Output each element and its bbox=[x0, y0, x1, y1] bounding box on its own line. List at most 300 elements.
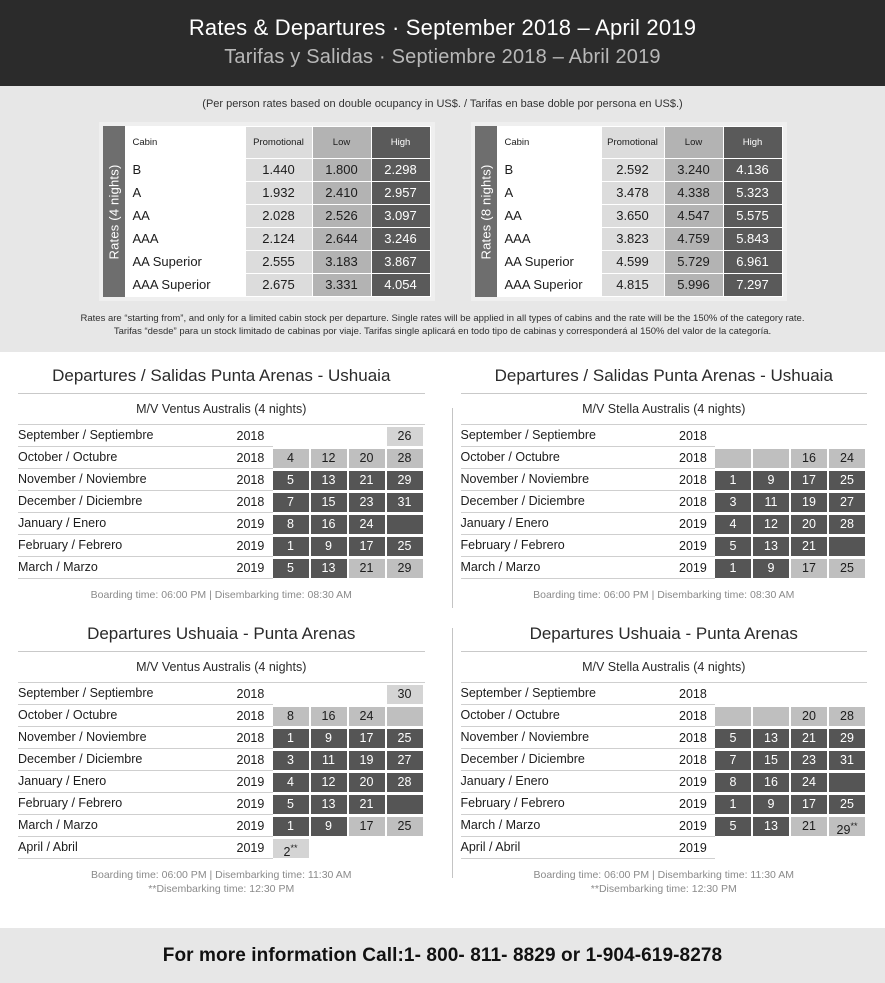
departure-date-cell[interactable] bbox=[715, 493, 751, 512]
departure-date-group bbox=[273, 795, 425, 814]
month-label: November / Noviembre bbox=[461, 469, 680, 491]
departure-date-value: 17 bbox=[359, 538, 374, 553]
year-label: 2018 bbox=[237, 705, 273, 727]
departure-date-group bbox=[715, 537, 867, 556]
departure-date-cell[interactable] bbox=[311, 707, 347, 726]
departure-date-value: 13 bbox=[764, 818, 778, 833]
departure-date-value: 4 bbox=[287, 450, 294, 465]
ship-name: M/V Stella Australis (4 nights) bbox=[582, 660, 746, 674]
departure-dates-cell bbox=[273, 491, 425, 513]
departure-date-value: 16 bbox=[802, 450, 816, 465]
rate-low: 3.331 bbox=[312, 274, 371, 297]
rates-col-promotional: Promotional bbox=[601, 127, 664, 159]
departure-date-cell[interactable] bbox=[273, 493, 309, 512]
departure-dates-cell bbox=[273, 771, 425, 793]
departure-date-group bbox=[715, 559, 867, 578]
table-row bbox=[497, 159, 782, 182]
departure-date-value: 17 bbox=[359, 730, 374, 745]
rates-4-nights-side-label-text: Rates (4 nights) bbox=[106, 164, 121, 259]
rates-occupancy-note: (Per person rates based on double ocupancy in US$. / Tarifas en base doble por persona en US$.) bbox=[202, 98, 683, 110]
departure-date-value: 1 bbox=[287, 818, 294, 833]
departures-schedule-table bbox=[18, 682, 425, 859]
rate-low: 4.759 bbox=[664, 228, 723, 251]
departures-footnote bbox=[18, 579, 425, 602]
departure-date-cell[interactable] bbox=[311, 751, 347, 770]
year-label: 2019 bbox=[237, 837, 273, 859]
rates-col-high: High bbox=[371, 127, 430, 159]
departures-title: Departures / Salidas Punta Arenas - Ushuaia bbox=[494, 366, 833, 385]
page-title: Rates & Departures · September 2018 – April 2019 bbox=[188, 15, 697, 40]
departure-date-cell[interactable] bbox=[311, 515, 347, 534]
departure-date-cell[interactable] bbox=[829, 795, 865, 814]
rate-promotional: 2.028 bbox=[245, 205, 312, 228]
month-label: March / Marzo bbox=[18, 557, 237, 579]
departure-date-cell[interactable] bbox=[311, 493, 347, 512]
departure-date-cell[interactable] bbox=[311, 817, 347, 836]
departure-date-cell[interactable] bbox=[829, 707, 865, 726]
cabin-name: B bbox=[125, 159, 245, 182]
departure-date-group bbox=[715, 707, 867, 726]
departure-date-cell[interactable] bbox=[311, 729, 347, 748]
departure-date-value: 7 bbox=[287, 494, 294, 509]
month-label: February / Febrero bbox=[18, 535, 237, 557]
cabin-name: AAA bbox=[125, 228, 245, 251]
rate-promotional: 1.932 bbox=[245, 182, 312, 205]
departure-date-cell[interactable] bbox=[753, 515, 789, 534]
departure-date-value: 17 bbox=[802, 796, 816, 811]
departure-date-value: 26 bbox=[397, 428, 412, 443]
departure-date-cell[interactable] bbox=[791, 751, 827, 770]
column-divider-bottom bbox=[452, 628, 453, 878]
departure-date-value: 9 bbox=[325, 730, 332, 745]
departure-date-group bbox=[715, 427, 867, 446]
departure-date-cell[interactable] bbox=[829, 515, 865, 534]
departure-date-cell[interactable] bbox=[753, 729, 789, 748]
departure-date-cell[interactable] bbox=[753, 817, 789, 836]
departure-date-value: 21 bbox=[359, 796, 374, 811]
departure-dates-cell bbox=[715, 683, 867, 705]
departure-date-cell-empty bbox=[387, 795, 423, 814]
month-label: October / Octubre bbox=[461, 447, 680, 469]
departure-date-cell[interactable] bbox=[311, 471, 347, 490]
departure-date-cell[interactable] bbox=[387, 559, 423, 578]
departure-date-value: 23 bbox=[359, 494, 374, 509]
departure-date-cell[interactable] bbox=[715, 559, 751, 578]
departure-date-value: 19 bbox=[359, 752, 374, 767]
departure-date-cell[interactable] bbox=[387, 537, 423, 556]
departure-date-value: 12 bbox=[764, 516, 778, 531]
departure-date-value: 21 bbox=[359, 472, 374, 487]
rates-disclaimer-en: Rates are “starting from”, and only for a limited cabin stock per departure. Single rates will be applied in all types of cabins and the rate will be the 150% of the category rate. bbox=[80, 313, 805, 324]
year-label: 2019 bbox=[237, 793, 273, 815]
departure-date-cell[interactable] bbox=[753, 773, 789, 792]
year-label: 2018 bbox=[237, 469, 273, 491]
departure-date-cell[interactable] bbox=[829, 559, 865, 578]
departure-date-cell-empty bbox=[311, 685, 347, 704]
month-label: December / Diciembre bbox=[461, 749, 680, 771]
departure-date-cell[interactable] bbox=[273, 729, 309, 748]
departure-dates-cell bbox=[715, 513, 867, 535]
departure-date-cell[interactable] bbox=[311, 773, 347, 792]
departure-date-value: 24 bbox=[359, 516, 374, 531]
table-row bbox=[18, 557, 425, 579]
month-label: November / Noviembre bbox=[461, 727, 680, 749]
month-label: September / Septiembre bbox=[461, 425, 680, 447]
departures-schedule-body bbox=[18, 682, 425, 859]
table-header-row bbox=[125, 127, 430, 159]
departure-date-cell-empty bbox=[829, 427, 865, 446]
departure-date-group bbox=[715, 751, 867, 770]
departure-date-cell[interactable] bbox=[273, 537, 309, 556]
boarding-disembarking-note: Boarding time: 06:00 PM | Disembarking time: 08:30 AM bbox=[90, 589, 352, 601]
departure-date-cell[interactable] bbox=[273, 817, 309, 836]
departure-date-group bbox=[715, 795, 867, 814]
cabin-name: B bbox=[497, 159, 601, 182]
table-row bbox=[461, 469, 868, 491]
departure-date-cell[interactable] bbox=[273, 839, 309, 858]
departure-date-value: 20 bbox=[359, 774, 374, 789]
departure-date-value: 28 bbox=[397, 774, 412, 789]
departure-date-value: 1 bbox=[287, 730, 294, 745]
departure-date-cell-empty bbox=[791, 685, 827, 704]
departure-date-cell[interactable] bbox=[791, 729, 827, 748]
rates-8-nights-side-label bbox=[475, 126, 497, 297]
year-label: 2019 bbox=[237, 557, 273, 579]
table-row bbox=[18, 727, 425, 749]
table-row bbox=[461, 815, 868, 837]
table-row bbox=[461, 683, 868, 705]
departure-date-cell[interactable] bbox=[349, 537, 385, 556]
departure-date-cell[interactable] bbox=[829, 493, 865, 512]
departure-date-cell[interactable] bbox=[791, 795, 827, 814]
table-row bbox=[461, 425, 868, 447]
month-label: January / Enero bbox=[18, 513, 237, 535]
year-label: 2019 bbox=[679, 535, 715, 557]
departure-date-value: 5 bbox=[729, 538, 737, 553]
month-label: March / Marzo bbox=[18, 815, 237, 837]
departure-date-cell[interactable] bbox=[349, 449, 385, 468]
departure-date-cell-empty bbox=[753, 427, 789, 446]
departure-date-cell[interactable] bbox=[715, 773, 751, 792]
table-row bbox=[125, 205, 430, 228]
alternate-disembarking-note: **Disembarking time: 12:30 PM bbox=[148, 883, 295, 895]
table-row bbox=[18, 749, 425, 771]
departures-panel-punta-arenas-ushuaia-ventus bbox=[0, 360, 443, 602]
departure-date-cell[interactable] bbox=[829, 729, 865, 748]
departure-date-cell[interactable] bbox=[349, 817, 385, 836]
rate-high: 5.323 bbox=[723, 182, 782, 205]
rates-col-low: Low bbox=[312, 127, 371, 159]
table-row bbox=[461, 557, 868, 579]
departure-dates-cell bbox=[715, 557, 867, 579]
departure-date-value: 19 bbox=[802, 494, 816, 509]
departure-date-value: 16 bbox=[321, 708, 336, 723]
departure-date-cell-empty bbox=[387, 839, 423, 858]
departure-date-value: 20 bbox=[802, 708, 816, 723]
departure-date-cell[interactable] bbox=[715, 537, 751, 556]
rates-section bbox=[0, 86, 885, 352]
table-row bbox=[125, 228, 430, 251]
ship-name: M/V Ventus Australis (4 nights) bbox=[136, 402, 307, 416]
departure-dates-cell bbox=[273, 683, 425, 705]
departure-date-cell-empty bbox=[829, 537, 865, 556]
departure-date-value: 2 bbox=[283, 844, 291, 859]
departure-date-value: 9 bbox=[325, 538, 332, 553]
rate-promotional: 3.478 bbox=[601, 182, 664, 205]
departure-date-cell[interactable] bbox=[715, 795, 751, 814]
rate-high: 3.246 bbox=[371, 228, 430, 251]
departure-date-cell[interactable] bbox=[349, 795, 385, 814]
year-label: 2019 bbox=[237, 535, 273, 557]
departure-date-value: 17 bbox=[802, 472, 816, 487]
year-label: 2019 bbox=[679, 815, 715, 837]
boarding-disembarking-note: Boarding time: 06:00 PM | Disembarking time: 11:30 AM bbox=[91, 869, 352, 881]
departure-date-cell[interactable] bbox=[387, 427, 423, 446]
table-row bbox=[497, 205, 782, 228]
rates-4-nights-grid bbox=[125, 126, 431, 297]
departure-date-cell[interactable] bbox=[715, 729, 751, 748]
departure-date-value: 25 bbox=[840, 796, 854, 811]
departure-date-cell[interactable] bbox=[791, 471, 827, 490]
departure-date-cell[interactable] bbox=[753, 795, 789, 814]
departure-date-cell-empty bbox=[791, 427, 827, 446]
departure-date-cell[interactable] bbox=[829, 471, 865, 490]
departure-date-cell[interactable] bbox=[753, 751, 789, 770]
boarding-disembarking-note: Boarding time: 06:00 PM | Disembarking time: 11:30 AM bbox=[533, 869, 794, 881]
month-label: November / Noviembre bbox=[18, 469, 237, 491]
table-row bbox=[461, 705, 868, 727]
departure-date-cell-empty bbox=[753, 685, 789, 704]
rates-4-nights-body bbox=[125, 159, 430, 297]
table-row bbox=[461, 727, 868, 749]
departure-date-cell[interactable] bbox=[349, 471, 385, 490]
departure-date-cell[interactable] bbox=[273, 707, 309, 726]
rate-promotional: 2.592 bbox=[601, 159, 664, 182]
departure-dates-cell bbox=[715, 491, 867, 513]
departure-date-cell[interactable] bbox=[349, 729, 385, 748]
departure-date-cell[interactable] bbox=[273, 515, 309, 534]
departure-dates-cell bbox=[715, 469, 867, 491]
departure-date-cell[interactable] bbox=[387, 817, 423, 836]
departure-date-cell[interactable] bbox=[273, 773, 309, 792]
rates-col-low: Low bbox=[664, 127, 723, 159]
departure-date-value: 24 bbox=[359, 708, 374, 723]
table-row bbox=[18, 425, 425, 447]
departure-date-value: 11 bbox=[764, 494, 778, 509]
rate-promotional: 2.555 bbox=[245, 251, 312, 274]
departure-date-value: 29 bbox=[397, 472, 412, 487]
rates-tables-row bbox=[0, 122, 885, 301]
departure-date-cell[interactable] bbox=[387, 685, 423, 704]
rates-table-8-nights bbox=[471, 122, 787, 301]
departure-date-value: 13 bbox=[321, 472, 336, 487]
departure-date-cell[interactable] bbox=[753, 493, 789, 512]
departure-date-cell[interactable] bbox=[791, 515, 827, 534]
departure-date-value: 29 bbox=[397, 560, 412, 575]
departure-date-value: 23 bbox=[802, 752, 816, 767]
rate-promotional: 3.650 bbox=[601, 205, 664, 228]
departure-date-cell[interactable] bbox=[753, 559, 789, 578]
rate-promotional: 3.823 bbox=[601, 228, 664, 251]
departure-date-value: 17 bbox=[359, 818, 374, 833]
departure-date-group bbox=[715, 493, 867, 512]
rate-promotional: 4.599 bbox=[601, 251, 664, 274]
departures-title: Departures / Salidas Punta Arenas - Ushuaia bbox=[52, 366, 391, 385]
departure-date-group bbox=[273, 493, 425, 512]
year-label: 2018 bbox=[679, 683, 715, 705]
departure-date-value: 25 bbox=[840, 472, 854, 487]
departure-date-cell[interactable] bbox=[311, 559, 347, 578]
departure-date-cell[interactable] bbox=[791, 559, 827, 578]
departure-date-value: 21 bbox=[802, 730, 816, 745]
rate-low: 4.547 bbox=[664, 205, 723, 228]
rates-4-nights-side-label bbox=[103, 126, 125, 297]
departure-date-value: 28 bbox=[397, 450, 412, 465]
departure-dates-cell bbox=[715, 705, 867, 727]
departure-date-group bbox=[715, 773, 867, 792]
departure-date-value: 7 bbox=[729, 752, 737, 767]
departure-dates-cell bbox=[715, 749, 867, 771]
rate-low: 2.526 bbox=[312, 205, 371, 228]
year-label: 2019 bbox=[679, 793, 715, 815]
departure-date-cell[interactable] bbox=[715, 515, 751, 534]
departure-date-cell[interactable] bbox=[349, 707, 385, 726]
departure-date-cell[interactable] bbox=[273, 795, 309, 814]
departure-date-value: 25 bbox=[397, 538, 412, 553]
departure-date-cell[interactable] bbox=[349, 773, 385, 792]
departure-date-cell[interactable] bbox=[349, 515, 385, 534]
departure-date-value: 21 bbox=[359, 560, 374, 575]
table-row bbox=[497, 228, 782, 251]
departure-date-value: 12 bbox=[321, 450, 336, 465]
departure-date-cell[interactable] bbox=[715, 471, 751, 490]
departure-date-cell[interactable] bbox=[791, 537, 827, 556]
month-label: September / Septiembre bbox=[18, 425, 237, 447]
month-label: January / Enero bbox=[18, 771, 237, 793]
table-row bbox=[461, 513, 868, 535]
departure-date-cell[interactable] bbox=[791, 493, 827, 512]
departures-section bbox=[0, 352, 885, 896]
departure-date-cell[interactable] bbox=[311, 537, 347, 556]
departure-date-cell[interactable] bbox=[791, 449, 827, 468]
departure-date-cell-empty bbox=[829, 685, 865, 704]
departure-date-cell-empty bbox=[311, 839, 347, 858]
table-row bbox=[497, 182, 782, 205]
boarding-disembarking-note: Boarding time: 06:00 PM | Disembarking time: 08:30 AM bbox=[533, 589, 795, 601]
departure-date-cell[interactable] bbox=[791, 707, 827, 726]
rate-high: 6.961 bbox=[723, 251, 782, 274]
departure-date-cell[interactable] bbox=[273, 751, 309, 770]
departure-date-value: 12 bbox=[321, 774, 336, 789]
departure-date-value: 13 bbox=[321, 796, 336, 811]
departure-date-value: 29 bbox=[836, 822, 851, 837]
table-row bbox=[461, 535, 868, 557]
departure-date-cell[interactable] bbox=[791, 773, 827, 792]
departure-date-cell[interactable] bbox=[273, 559, 309, 578]
departure-dates-cell bbox=[715, 771, 867, 793]
departure-date-cell-empty bbox=[791, 839, 827, 858]
table-row bbox=[461, 771, 868, 793]
departure-date-cell-empty bbox=[715, 685, 751, 704]
departure-date-cell-empty bbox=[753, 839, 789, 858]
departure-date-cell[interactable] bbox=[387, 773, 423, 792]
departure-date-cell[interactable] bbox=[715, 817, 751, 836]
year-label: 2019 bbox=[237, 513, 273, 535]
table-row bbox=[497, 251, 782, 274]
departure-date-value: 27 bbox=[840, 494, 854, 509]
table-row bbox=[461, 793, 868, 815]
year-label: 2019 bbox=[237, 771, 273, 793]
departure-date-cell[interactable] bbox=[311, 795, 347, 814]
departure-date-cell[interactable] bbox=[273, 449, 309, 468]
page-footer bbox=[0, 928, 885, 983]
departure-date-value: 15 bbox=[764, 752, 778, 767]
departure-date-cell[interactable] bbox=[829, 751, 865, 770]
departures-schedule-body bbox=[18, 424, 425, 579]
departure-date-group bbox=[273, 537, 425, 556]
table-row bbox=[461, 837, 868, 859]
departure-date-group bbox=[273, 449, 425, 468]
departures-footnote bbox=[461, 859, 868, 896]
departure-date-cell[interactable] bbox=[349, 559, 385, 578]
departure-date-cell[interactable] bbox=[311, 449, 347, 468]
departure-date-cell[interactable] bbox=[349, 493, 385, 512]
departure-date-cell[interactable] bbox=[753, 471, 789, 490]
departure-date-cell-empty bbox=[829, 773, 865, 792]
departure-date-cell[interactable] bbox=[349, 751, 385, 770]
table-row bbox=[18, 815, 425, 837]
rate-high: 2.298 bbox=[371, 159, 430, 182]
departure-dates-cell bbox=[273, 749, 425, 771]
departure-date-group bbox=[273, 515, 425, 534]
departure-date-value: 15 bbox=[321, 494, 336, 509]
rates-col-promotional: Promotional bbox=[245, 127, 312, 159]
departures-schedule-body bbox=[461, 424, 868, 579]
month-label: October / Octubre bbox=[18, 447, 237, 469]
departure-date-cell[interactable] bbox=[829, 817, 865, 836]
departure-dates-cell bbox=[273, 793, 425, 815]
departure-date-cell[interactable] bbox=[387, 729, 423, 748]
month-label: October / Octubre bbox=[18, 705, 237, 727]
departure-date-value: 11 bbox=[322, 752, 335, 767]
departure-date-cell-empty bbox=[387, 707, 423, 726]
departure-date-cell[interactable] bbox=[715, 751, 751, 770]
departure-date-cell-empty bbox=[715, 427, 751, 446]
departures-row-top bbox=[0, 360, 885, 602]
rates-col-cabin: Cabin bbox=[497, 127, 601, 159]
table-row bbox=[125, 159, 430, 182]
departure-date-cell[interactable] bbox=[753, 537, 789, 556]
table-row bbox=[125, 251, 430, 274]
month-label: December / Diciembre bbox=[461, 491, 680, 513]
departure-date-cell[interactable] bbox=[829, 449, 865, 468]
departure-date-value: 29 bbox=[840, 730, 854, 745]
departures-schedule-table bbox=[18, 424, 425, 579]
departure-date-cell[interactable] bbox=[387, 493, 423, 512]
month-label: September / Septiembre bbox=[18, 683, 237, 705]
departure-date-cell[interactable] bbox=[273, 471, 309, 490]
departure-date-cell[interactable] bbox=[791, 817, 827, 836]
departure-date-value: 5 bbox=[287, 560, 294, 575]
rate-high: 3.867 bbox=[371, 251, 430, 274]
departure-date-cell[interactable] bbox=[387, 751, 423, 770]
departure-date-cell[interactable] bbox=[387, 471, 423, 490]
table-row bbox=[125, 274, 430, 297]
departure-date-cell[interactable] bbox=[387, 449, 423, 468]
departure-date-value: 21 bbox=[802, 538, 816, 553]
ship-name: M/V Stella Australis (4 nights) bbox=[582, 402, 746, 416]
departure-date-value: 31 bbox=[840, 752, 854, 767]
